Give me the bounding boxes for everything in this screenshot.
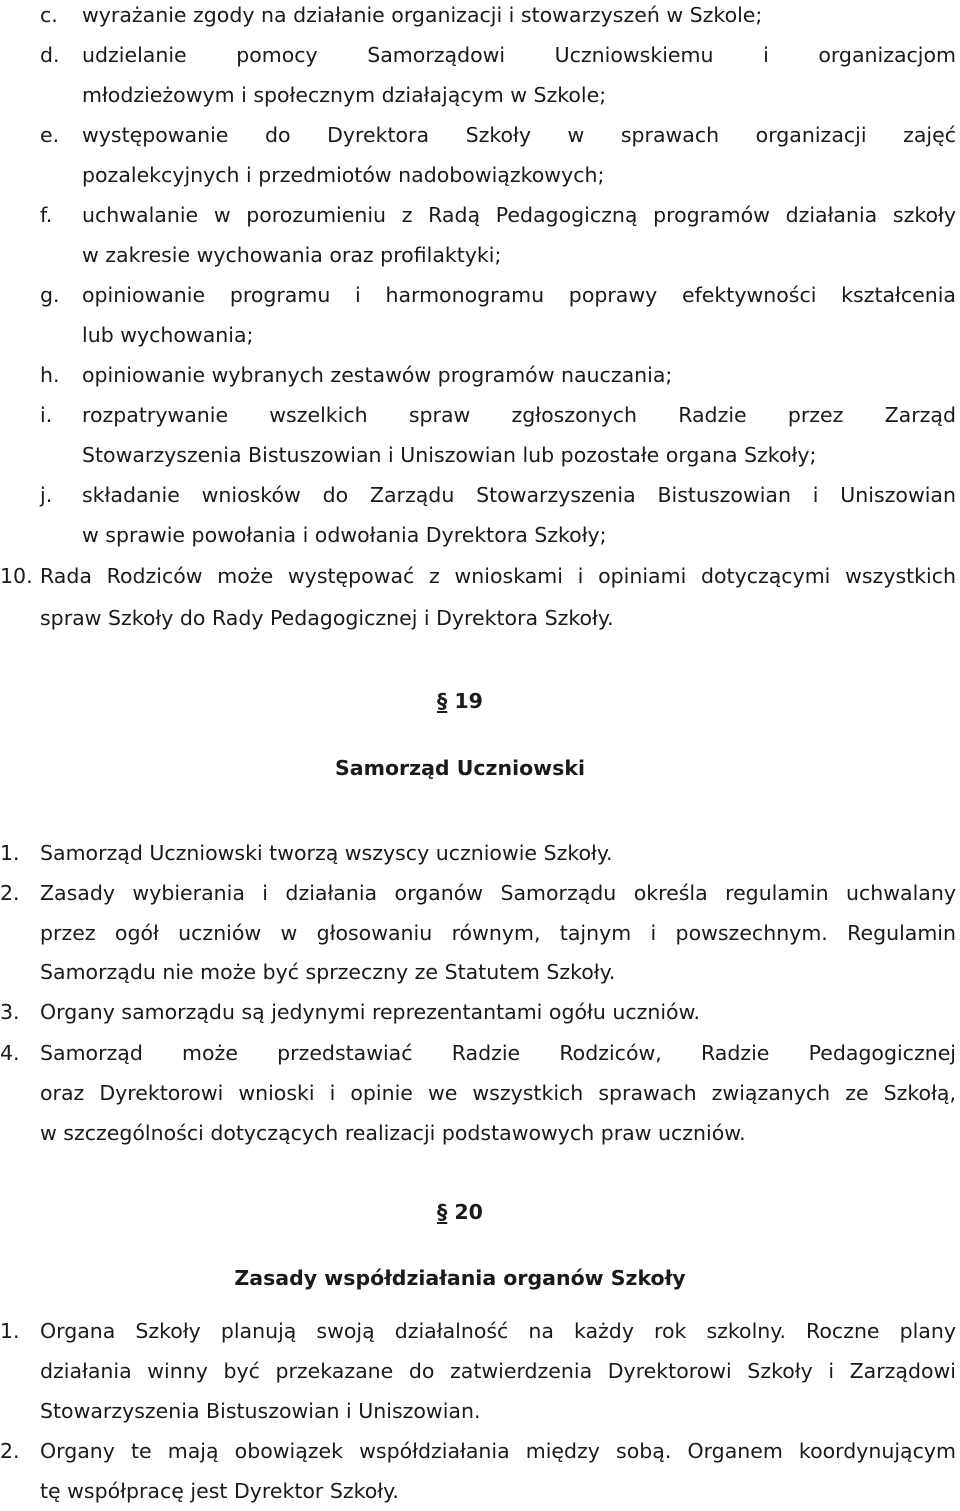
s19-item-4-cont — [0, 1073, 960, 1113]
list-item-text: udzielanie pomocy Samorządowi Uczniowskiemu i organizacjom — [82, 43, 956, 67]
list-item-j — [0, 475, 960, 515]
list-item-text: lub wychowania; — [82, 323, 254, 347]
list-item-d — [0, 35, 960, 75]
section-20-number — [0, 1192, 920, 1232]
list-item-text: pozalekcyjnych i przedmiotów nadobowiązkowych; — [82, 163, 605, 187]
list-item-label: 10. — [0, 564, 33, 588]
list-item-text: spraw Szkoły do Rady Pedagogicznej i Dyrektora Szkoły. — [40, 606, 614, 630]
list-item-label: f. — [40, 203, 53, 227]
list-item-label: 1. — [0, 1319, 20, 1343]
section-mark: § — [437, 1200, 448, 1224]
list-item-text: tę współpracę jest Dyrektor Szkoły. — [40, 1479, 399, 1503]
s20-item-1-cont2 — [0, 1391, 960, 1431]
section-20-title: Zasady współdziałania organów Szkoły — [234, 1266, 686, 1290]
list-item-text: Stowarzyszenia Bistuszowian i Uniszowian lub pozostałe organa Szkoły; — [82, 443, 817, 467]
s19-item-2-cont2 — [0, 952, 960, 992]
s19-item-2-cont — [0, 913, 960, 953]
list-item-label: d. — [40, 43, 60, 67]
s20-item-1 — [0, 1311, 960, 1351]
list-item-label: e. — [40, 123, 60, 147]
s19-item-1 — [0, 833, 960, 873]
list-item-label: g. — [40, 283, 60, 307]
list-item-10 — [0, 556, 960, 596]
list-item-text: składanie wniosków do Zarządu Stowarzyszenia Bistuszowian i Uniszowian — [82, 483, 956, 507]
list-item-label: j. — [40, 483, 53, 507]
s20-item-2-cont — [0, 1471, 960, 1511]
list-item-g — [0, 275, 960, 315]
list-item-i — [0, 395, 960, 435]
list-item-text: Stowarzyszenia Bistuszowian i Uniszowian. — [40, 1399, 481, 1423]
s19-item-4-cont2 — [0, 1113, 960, 1153]
list-item-text: rozpatrywanie wszelkich spraw zgłoszonych Radzie przez Zarząd — [82, 403, 956, 427]
list-item-i-cont — [0, 435, 960, 475]
list-item-d-cont — [0, 75, 960, 115]
list-item-label: i. — [40, 403, 53, 427]
list-item-text: występowanie do Dyrektora Szkoły w sprawach organizacji zajęć — [82, 123, 956, 147]
list-item-text: młodzieżowym i społecznym działającym w Szkole; — [82, 83, 607, 107]
list-item-text: w szczególności dotyczących realizacji podstawowych praw uczniów. — [40, 1121, 746, 1145]
section-number: 19 — [454, 689, 483, 713]
list-item-text: w zakresie wychowania oraz profilaktyki; — [82, 243, 502, 267]
list-item-f — [0, 195, 960, 235]
s20-item-1-cont — [0, 1351, 960, 1391]
list-item-label: 3. — [0, 1000, 20, 1024]
list-item-text: Organy te mają obowiązek współdziałania między sobą. Organem koordynującym — [40, 1439, 956, 1463]
list-item-text: Samorząd może przedstawiać Radzie Rodziców, Radzie Pedagogicznej — [40, 1041, 956, 1065]
list-item-e-cont — [0, 155, 960, 195]
list-item-text: Organy samorządu są jedynymi reprezentantami ogółu uczniów. — [40, 1000, 700, 1024]
list-item-g-cont — [0, 315, 960, 355]
list-item-label: 2. — [0, 1439, 20, 1463]
section-number: 20 — [454, 1200, 483, 1224]
s19-item-4 — [0, 1033, 960, 1073]
list-item-text: Rada Rodziców może występować z wnioskami i opiniami dotyczącymi wszystkich — [40, 564, 956, 588]
list-item-text: Samorządu nie może być sprzeczny ze Statutem Szkoły. — [40, 960, 616, 984]
section-19-number — [0, 681, 920, 721]
list-item-label: c. — [40, 3, 58, 27]
list-item-label: h. — [40, 363, 60, 387]
list-item-text: wyrażanie zgody na działanie organizacji i stowarzyszeń w Szkole; — [82, 3, 763, 27]
list-item-text: w sprawie powołania i odwołania Dyrektora Szkoły; — [82, 523, 607, 547]
list-item-text: opiniowanie programu i harmonogramu poprawy efektywności kształcenia — [82, 283, 956, 307]
list-item-text: oraz Dyrektorowi wnioski i opinie we wszystkich sprawach związanych ze Szkołą, — [40, 1081, 956, 1105]
list-item-f-cont — [0, 235, 960, 275]
s19-item-2 — [0, 873, 960, 913]
list-item-j-cont — [0, 515, 960, 555]
section-19-title: Samorząd Uczniowski — [335, 756, 585, 780]
list-item-10-cont — [0, 598, 960, 638]
list-item-text: uchwalanie w porozumieniu z Radą Pedagogiczną programów działania szkoły — [82, 203, 956, 227]
list-item-label: 4. — [0, 1041, 20, 1065]
list-item-text: działania winny być przekazane do zatwierdzenia Dyrektorowi Szkoły i Zarządowi — [40, 1359, 956, 1383]
section-mark: § — [437, 689, 448, 713]
list-item-text: Zasady wybierania i działania organów Samorządu określa regulamin uchwalany — [40, 881, 956, 905]
list-item-text: przez ogół uczniów w głosowaniu równym, tajnym i powszechnym. Regulamin — [40, 921, 956, 945]
list-item-e — [0, 115, 960, 155]
list-item-label: 1. — [0, 841, 20, 865]
list-item-h — [0, 355, 960, 395]
list-item-text: opiniowanie wybranych zestawów programów nauczania; — [82, 363, 673, 387]
list-item-text: Organa Szkoły planują swoją działalność na każdy rok szkolny. Roczne plany — [40, 1319, 956, 1343]
s19-item-3 — [0, 992, 960, 1032]
list-item-label: 2. — [0, 881, 20, 905]
s20-item-2 — [0, 1431, 960, 1471]
list-item-text: Samorząd Uczniowski tworzą wszyscy uczniowie Szkoły. — [40, 841, 613, 865]
list-item-c — [0, 0, 960, 35]
